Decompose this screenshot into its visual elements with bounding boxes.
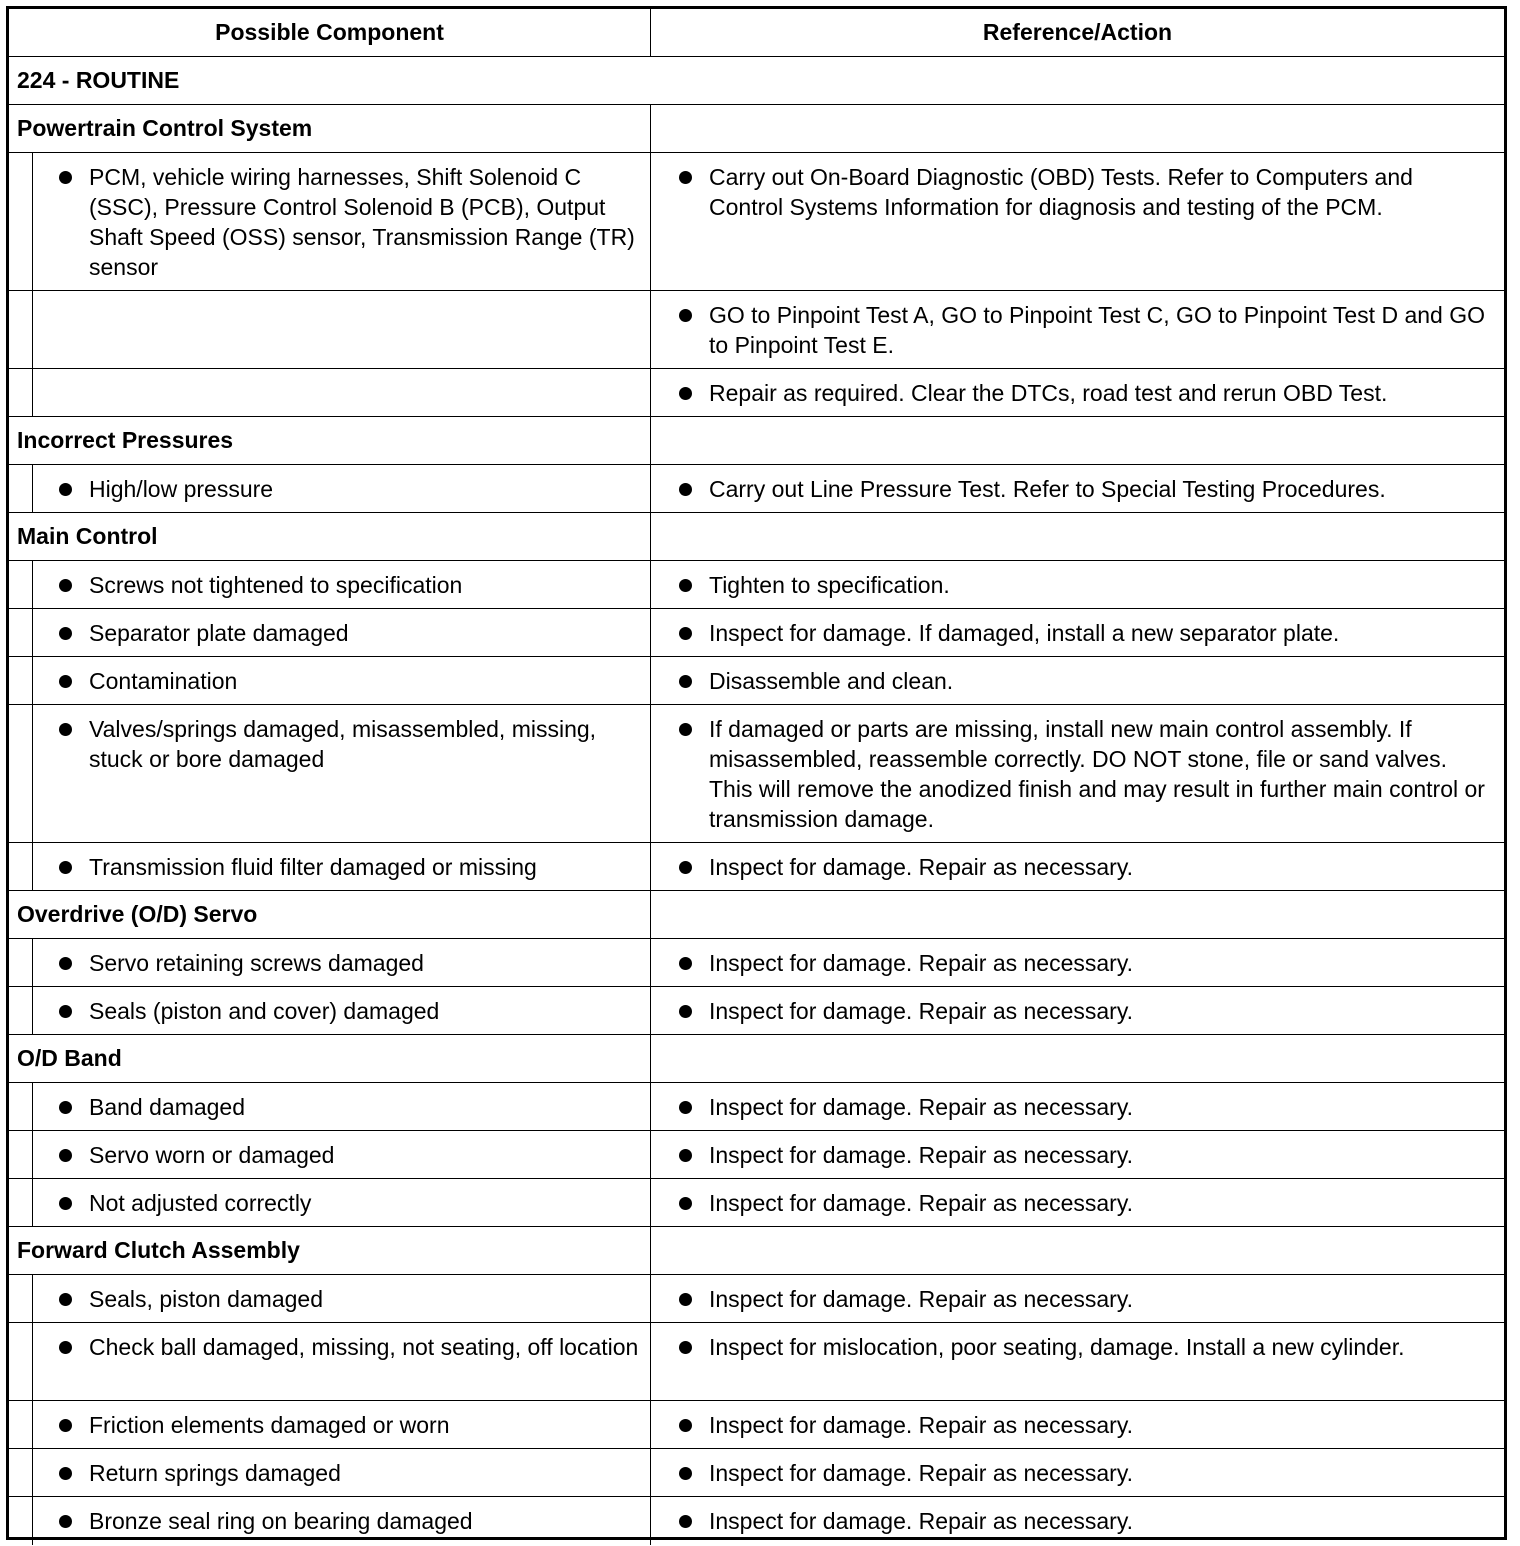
- table-row: [9, 1275, 1504, 1323]
- bullet-icon: [59, 675, 72, 688]
- action-cell: [651, 843, 1504, 890]
- component-text: Check ball damaged, missing, not seating, off location: [89, 1334, 639, 1360]
- action-cell: [651, 939, 1504, 986]
- action-text: Inspect for damage. Repair as necessary.: [709, 854, 1134, 880]
- group-label: Powertrain Control System: [9, 105, 651, 152]
- component-text: High/low pressure: [89, 476, 274, 502]
- bullet-icon: [679, 309, 692, 322]
- component-text: Return springs damaged: [89, 1460, 341, 1486]
- bullet-icon: [59, 483, 72, 496]
- action-cell: [651, 705, 1504, 842]
- table-row: [9, 657, 1504, 705]
- indent-column: [9, 1131, 33, 1178]
- bullet-icon: [59, 627, 72, 640]
- action-cell: [651, 1323, 1504, 1400]
- bullet-icon: [679, 1419, 692, 1432]
- component-cell: [9, 291, 651, 368]
- component-text: Friction elements damaged or worn: [89, 1412, 450, 1438]
- indent-column: [9, 843, 33, 890]
- bullet-icon: [679, 1467, 692, 1480]
- component-cell: [9, 1275, 651, 1322]
- bullet-icon: [679, 387, 692, 400]
- bullet-icon: [679, 1341, 692, 1354]
- table-row: [9, 609, 1504, 657]
- table-row: [9, 561, 1504, 609]
- bullet-icon: [679, 1101, 692, 1114]
- action-cell: [651, 1083, 1504, 1130]
- component-text: Seals, piston damaged: [89, 1286, 323, 1312]
- table-row: [9, 1179, 1504, 1227]
- bullet-icon: [59, 1467, 72, 1480]
- component-text: Transmission fluid filter damaged or missing: [89, 854, 537, 880]
- group-label: O/D Band: [9, 1035, 651, 1082]
- action-text: Inspect for damage. Repair as necessary.: [709, 998, 1134, 1024]
- bullet-icon: [679, 1149, 692, 1162]
- indent-column: [9, 705, 33, 842]
- indent-column: [9, 1083, 33, 1130]
- group-label: Forward Clutch Assembly: [9, 1227, 651, 1274]
- bullet-icon: [59, 861, 72, 874]
- bullet-icon: [679, 483, 692, 496]
- action-cell: [651, 1179, 1504, 1226]
- bullet-icon: [679, 675, 692, 688]
- action-text: Inspect for damage. Repair as necessary.: [709, 950, 1134, 976]
- component-cell: [9, 1179, 651, 1226]
- action-cell: [651, 609, 1504, 656]
- bullet-icon: [679, 1515, 692, 1528]
- component-text: Screws not tightened to specification: [89, 572, 463, 598]
- action-text: Repair as required. Clear the DTCs, road test and rerun OBD Test.: [709, 380, 1388, 406]
- indent-column: [9, 1449, 33, 1496]
- group-action-cell: [651, 105, 1504, 152]
- group-row: [9, 1035, 1504, 1083]
- action-text: Carry out On-Board Diagnostic (OBD) Tests. Refer to Computers and Control Systems Information for diagnosis and testing of the PCM.: [709, 164, 1413, 220]
- action-text: Disassemble and clean.: [709, 668, 954, 694]
- action-cell: [651, 1497, 1504, 1545]
- group-label: Main Control: [9, 513, 651, 560]
- bullet-icon: [679, 1005, 692, 1018]
- action-cell: [651, 369, 1504, 416]
- table-row: [9, 939, 1504, 987]
- indent-column: [9, 1275, 33, 1322]
- bullet-icon: [59, 1419, 72, 1432]
- bullet-icon: [59, 579, 72, 592]
- action-text: If damaged or parts are missing, install new main control assembly. If misassembled, reassemble correctly. DO NOT stone, file or sand valves. This will remove the anodized finish and may result in further main control or transmission damage.: [709, 716, 1485, 832]
- table-row: [9, 291, 1504, 369]
- indent-column: [9, 1323, 33, 1400]
- component-cell: [9, 705, 651, 842]
- bullet-icon: [679, 1293, 692, 1306]
- action-cell: [651, 465, 1504, 512]
- component-cell: [9, 987, 651, 1034]
- action-text: Inspect for damage. Repair as necessary.: [709, 1286, 1134, 1312]
- bullet-icon: [679, 171, 692, 184]
- action-cell: [651, 1131, 1504, 1178]
- bullet-icon: [59, 1293, 72, 1306]
- action-text: Inspect for damage. Repair as necessary.: [709, 1460, 1134, 1486]
- action-text: Inspect for damage. If damaged, install a new separator plate.: [709, 620, 1340, 646]
- component-text: Contamination: [89, 668, 238, 694]
- component-text: Servo worn or damaged: [89, 1142, 335, 1168]
- group-action-cell: [651, 891, 1504, 938]
- action-cell: [651, 657, 1504, 704]
- table-header-row: [9, 9, 1504, 57]
- table-row: [9, 1131, 1504, 1179]
- group-row: [9, 891, 1504, 939]
- bullet-icon: [59, 723, 72, 736]
- indent-column: [9, 369, 33, 416]
- routine-label: 224 - ROUTINE: [17, 67, 180, 93]
- bullet-icon: [679, 1197, 692, 1210]
- component-text: Not adjusted correctly: [89, 1190, 312, 1216]
- action-cell: [651, 291, 1504, 368]
- component-text: Seals (piston and cover) damaged: [89, 998, 440, 1024]
- action-text: Inspect for damage. Repair as necessary.: [709, 1412, 1134, 1438]
- action-cell: [651, 987, 1504, 1034]
- bullet-icon: [679, 957, 692, 970]
- bullet-icon: [679, 723, 692, 736]
- action-text: Inspect for damage. Repair as necessary.: [709, 1508, 1134, 1534]
- component-cell: [9, 1497, 651, 1545]
- table-row: [9, 1497, 1504, 1545]
- component-cell: [9, 1083, 651, 1130]
- action-cell: [651, 1401, 1504, 1448]
- component-cell: [9, 369, 651, 416]
- bullet-icon: [59, 957, 72, 970]
- component-text: Band damaged: [89, 1094, 246, 1120]
- group-label: Overdrive (O/D) Servo: [9, 891, 651, 938]
- table-row: [9, 1323, 1504, 1401]
- action-text: Inspect for damage. Repair as necessary.: [709, 1094, 1134, 1120]
- action-cell: [651, 153, 1504, 290]
- table-row: [9, 1083, 1504, 1131]
- group-action-cell: [651, 417, 1504, 464]
- action-cell: [651, 1449, 1504, 1496]
- bullet-icon: [679, 627, 692, 640]
- indent-column: [9, 609, 33, 656]
- routine-row: [9, 57, 1504, 105]
- bullet-icon: [679, 861, 692, 874]
- action-cell: [651, 1275, 1504, 1322]
- action-text: Carry out Line Pressure Test. Refer to Special Testing Procedures.: [709, 476, 1386, 502]
- component-cell: [9, 561, 651, 608]
- component-text: Separator plate damaged: [89, 620, 349, 646]
- column-header-component: Possible Component: [9, 9, 651, 56]
- column-header-action: Reference/Action: [982, 19, 1173, 45]
- action-text: Inspect for damage. Repair as necessary.: [709, 1190, 1134, 1216]
- component-text: Bronze seal ring on bearing damaged: [89, 1508, 473, 1534]
- group-row: [9, 105, 1504, 153]
- table-row: [9, 1449, 1504, 1497]
- bullet-icon: [59, 1101, 72, 1114]
- group-label: Incorrect Pressures: [9, 417, 651, 464]
- indent-column: [9, 1401, 33, 1448]
- action-text: Tighten to specification.: [709, 572, 950, 598]
- component-cell: [9, 1401, 651, 1448]
- component-cell: [9, 939, 651, 986]
- indent-column: [9, 987, 33, 1034]
- group-action-cell: [651, 1227, 1504, 1274]
- component-cell: [9, 609, 651, 656]
- table-row: [9, 843, 1504, 891]
- bullet-icon: [59, 1515, 72, 1528]
- component-cell: [9, 1131, 651, 1178]
- table-row: [9, 153, 1504, 291]
- indent-column: [9, 939, 33, 986]
- component-text: Valves/springs damaged, misassembled, missing, stuck or bore damaged: [89, 716, 597, 772]
- indent-column: [9, 291, 33, 368]
- group-row: [9, 513, 1504, 561]
- action-cell: [651, 561, 1504, 608]
- table-row: [9, 705, 1504, 843]
- bullet-icon: [59, 1149, 72, 1162]
- indent-column: [9, 153, 33, 290]
- component-cell: [9, 657, 651, 704]
- table-row: [9, 987, 1504, 1035]
- component-text: PCM, vehicle wiring harnesses, Shift Solenoid C (SSC), Pressure Control Solenoid B (PCB), Output Shaft Speed (OSS) sensor, Transmission Range (TR) sensor: [89, 164, 635, 280]
- component-cell: [9, 465, 651, 512]
- indent-column: [9, 1179, 33, 1226]
- table-row: [9, 465, 1504, 513]
- table-row: [9, 1401, 1504, 1449]
- indent-column: [9, 465, 33, 512]
- indent-column: [9, 1497, 33, 1545]
- indent-column: [9, 657, 33, 704]
- bullet-icon: [59, 1005, 72, 1018]
- group-action-cell: [651, 513, 1504, 560]
- bullet-icon: [679, 579, 692, 592]
- component-cell: [9, 1323, 651, 1400]
- action-text: Inspect for damage. Repair as necessary.: [709, 1142, 1134, 1168]
- bullet-icon: [59, 1341, 72, 1354]
- component-cell: [9, 843, 651, 890]
- action-text: Inspect for mislocation, poor seating, damage. Install a new cylinder.: [709, 1334, 1405, 1360]
- group-row: [9, 1227, 1504, 1275]
- bullet-icon: [59, 171, 72, 184]
- group-action-cell: [651, 1035, 1504, 1082]
- action-text: GO to Pinpoint Test A, GO to Pinpoint Test C, GO to Pinpoint Test D and GO to Pinpoint Test E.: [709, 302, 1486, 358]
- group-row: [9, 417, 1504, 465]
- diagnosis-table: [6, 6, 1507, 1540]
- indent-column: [9, 561, 33, 608]
- table-row: [9, 369, 1504, 417]
- component-cell: [9, 1449, 651, 1496]
- component-text: Servo retaining screws damaged: [89, 950, 424, 976]
- component-cell: [9, 153, 651, 290]
- bullet-icon: [59, 1197, 72, 1210]
